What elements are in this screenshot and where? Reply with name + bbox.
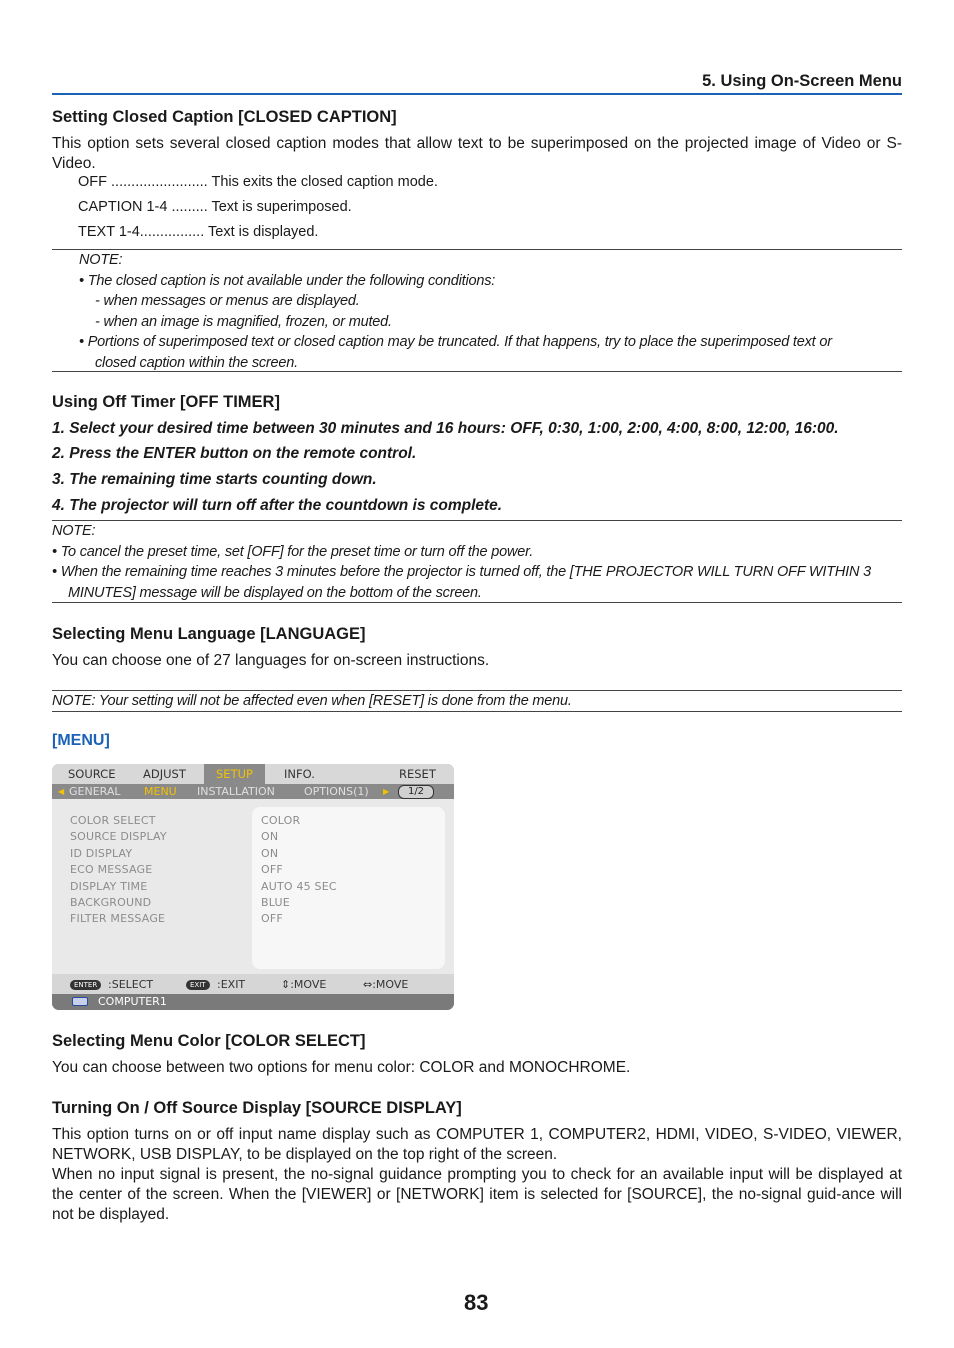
osd-item-label[interactable]: SOURCE DISPLAY — [70, 830, 167, 843]
enter-key-icon: ENTER — [70, 980, 101, 990]
osd-footer — [52, 974, 454, 994]
osd-item-value[interactable]: ON — [261, 847, 279, 860]
osd-item-label[interactable]: FILTER MESSAGE — [70, 912, 166, 925]
off-timer-step-3: 3. The remaining time starts counting down. — [52, 471, 377, 488]
language-body: You can choose one of 27 languages for on-screen instructions. — [52, 652, 490, 669]
menu-section-heading: [MENU] — [52, 732, 110, 749]
osd-status-bar — [52, 994, 454, 1010]
note-line: - when an image is magnified, frozen, or muted. — [95, 313, 392, 330]
section-header: 5. Using On-Screen Menu — [52, 72, 902, 95]
osd-item-value[interactable]: AUTO 45 SEC — [261, 880, 337, 893]
source-display-heading: Turning On / Off Source Display [SOURCE DISPLAY] — [52, 1099, 462, 1117]
language-note — [52, 690, 902, 712]
closed-caption-heading: Setting Closed Caption [CLOSED CAPTION] — [52, 108, 397, 126]
color-select-heading: Selecting Menu Color [COLOR SELECT] — [52, 1032, 366, 1050]
note-line: MINUTES] message will be displayed on the bottom of the screen. — [68, 584, 482, 601]
note-line: NOTE: Your setting will not be affected even when [RESET] is done from the menu. — [52, 693, 572, 709]
osd-tab-reset[interactable]: RESET — [399, 767, 436, 781]
note-line: • Portions of superimposed text or closed caption may be truncated. If that happens, try to place the superimposed text or — [79, 334, 832, 350]
right-arrow-icon[interactable]: ▶ — [383, 787, 390, 796]
caption-option-caption: CAPTION 1-4 ......... Text is superimposed. — [78, 199, 352, 215]
osd-subtab-installation[interactable]: INSTALLATION — [197, 785, 275, 798]
osd-subtab-bar — [52, 784, 454, 799]
osd-tab-setup[interactable]: SETUP — [204, 764, 265, 784]
osd-tab-info[interactable]: INFO. — [284, 767, 315, 781]
closed-caption-note — [52, 249, 902, 372]
osd-page-indicator: 1/2 — [398, 785, 434, 799]
osd-tab-source[interactable]: SOURCE — [68, 767, 116, 781]
osd-hint-exit: :EXIT — [217, 978, 246, 991]
osd-subtab-menu[interactable]: MENU — [144, 785, 177, 798]
note-line: • To cancel the preset time, set [OFF] for the preset time or turn off the power. — [52, 543, 534, 560]
page-number: 83 — [464, 1290, 489, 1315]
left-arrow-icon[interactable]: ◀ — [58, 787, 65, 796]
note-line: - when messages or menus are displayed. — [95, 293, 360, 309]
caption-option-off: OFF ........................ This exits the closed caption mode. — [78, 174, 438, 190]
osd-item-value[interactable]: COLOR — [261, 814, 301, 827]
source-display-body-2: When no input signal is present, the no-signal guidance prompting you to check for an available input will be displayed at the center of the screen. When the [VIEWER] or [NETWORK] item is selected for [SOURCE], the no-signal guid-ance will not be displayed. — [52, 1166, 902, 1223]
note-line: closed caption within the screen. — [95, 354, 298, 371]
osd-item-value[interactable]: OFF — [261, 912, 283, 925]
off-timer-step-1: 1. Select your desired time between 30 minutes and 16 hours: OFF, 0:30, 1:00, 2:00, 4:00, 8:00, 12:00, 16:00. — [52, 420, 839, 437]
osd-item-value[interactable]: BLUE — [261, 896, 290, 909]
osd-item-label[interactable]: ECO MESSAGE — [70, 863, 153, 876]
osd-item-label[interactable]: BACKGROUND — [70, 896, 152, 909]
osd-hint-select: :SELECT — [108, 978, 154, 991]
osd-input-name: COMPUTER1 — [98, 995, 167, 1008]
language-heading: Selecting Menu Language [LANGUAGE] — [52, 625, 366, 643]
note-line: • The closed caption is not available under the following conditions: — [79, 272, 496, 289]
exit-key-icon: EXIT — [186, 980, 210, 990]
off-timer-note — [52, 520, 902, 603]
osd-tab-adjust[interactable]: ADJUST — [143, 767, 186, 781]
off-timer-heading: Using Off Timer [OFF TIMER] — [52, 393, 280, 411]
osd-item-label[interactable]: COLOR SELECT — [70, 814, 156, 827]
closed-caption-body: This option sets several closed caption modes that allow text to be superimposed on the projected image of Video or S-Video. — [52, 135, 902, 172]
vga-connector-icon — [72, 997, 88, 1006]
osd-subtab-general[interactable]: GENERAL — [69, 785, 121, 798]
osd-tab-bar — [52, 764, 454, 784]
osd-item-value[interactable]: OFF — [261, 863, 283, 876]
osd-menu — [52, 764, 454, 1010]
note-line: • When the remaining time reaches 3 minutes before the projector is turned off, the [THE PROJECTOR WILL TURN OFF WITHIN 3 — [52, 564, 871, 580]
note-label: NOTE: — [52, 523, 96, 539]
caption-option-text: TEXT 1-4................ Text is displayed. — [78, 224, 319, 240]
osd-item-label[interactable]: ID DISPLAY — [70, 847, 133, 860]
off-timer-step-4: 4. The projector will turn off after the countdown is complete. — [52, 497, 503, 514]
osd-body — [52, 799, 454, 974]
osd-hint-move-horizontal: ⇔:MOVE — [363, 978, 409, 991]
osd-subtab-options[interactable]: OPTIONS(1) — [304, 785, 369, 798]
source-display-body-1: This option turns on or off input name display such as COMPUTER 1, COMPUTER2, HDMI, VIDEO, S-VIDEO, VIEWER, NETWORK, USB DISPLAY, to be displayed on the top right of the screen. — [52, 1126, 902, 1163]
osd-hint-move-vertical: ⇕:MOVE — [281, 978, 327, 991]
color-select-body: You can choose between two options for menu color: COLOR and MONOCHROME. — [52, 1059, 631, 1076]
off-timer-step-2: 2. Press the ENTER button on the remote control. — [52, 445, 417, 462]
osd-item-label[interactable]: DISPLAY TIME — [70, 880, 148, 893]
note-label: NOTE: — [79, 252, 123, 268]
osd-item-value[interactable]: ON — [261, 830, 279, 843]
